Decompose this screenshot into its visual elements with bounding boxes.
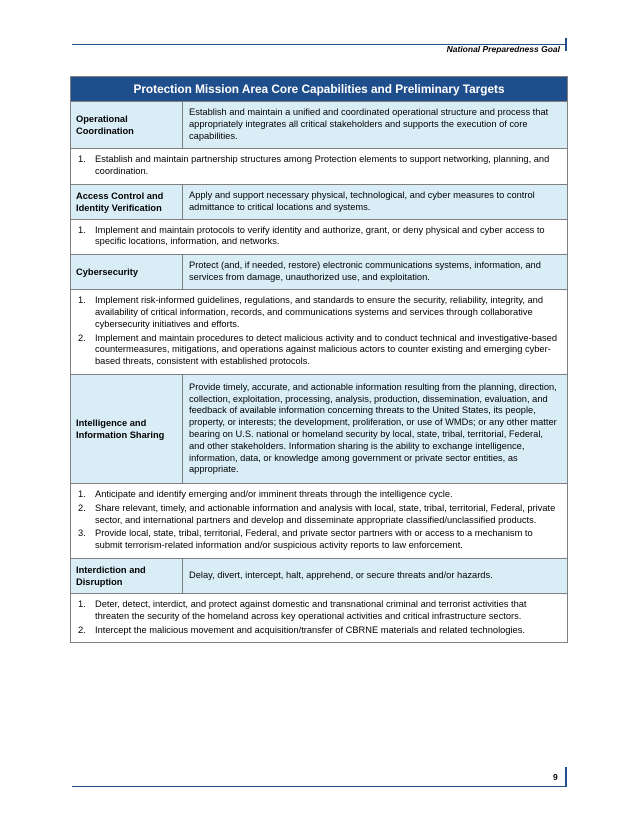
targets-access-control	[71, 219, 567, 255]
footer-rule	[72, 786, 566, 787]
capability-row-cybersecurity	[71, 254, 567, 289]
capability-description: Delay, divert, intercept, halt, apprehend, or secure threats and/or hazards.	[189, 570, 493, 581]
core-capabilities-table	[70, 76, 568, 643]
capability-name: Operational Coordination	[71, 102, 183, 148]
document-title: National Preparedness Goal	[446, 44, 560, 54]
target-item: 2. Share relevant, timely, and actionable information and analysis with local, state, tribal, territorial, Federal, private sector, and international partners and develop and disseminate appropriate classified/unclassified products.	[78, 503, 559, 527]
target-item: 1. Implement and maintain protocols to verify identity and authorize, grant, or deny physical and cyber access to specific locations, information, and networks.	[78, 225, 559, 249]
capability-name: Interdiction and Disruption	[71, 559, 183, 593]
targets-cybersecurity	[71, 289, 567, 374]
page-number: 9	[553, 772, 558, 782]
capability-description: Provide timely, accurate, and actionable information resulting from the planning, direction, collection, exploitation, processing, analysis, production, dissemination, evaluation, and feedback of available information concerning threats to the United States, its people, property, or interests; the development, proliferation, or use of WMDs; or any other matter bearing on U.S. national or homeland security by local, state, tribal, territorial, Federal, and other stakeholders. Information sharing is the ability to exchange intelligence, information, data, or knowledge among government or private sector entities, as appropriate.	[189, 381, 557, 475]
target-text: Deter, detect, interdict, and protect against domestic and transnational criminal and terrorist activities that threaten the security of the homeland across key operational activities and critical infrastructure sectors.	[95, 598, 527, 621]
capability-name: Access Control and Identity Verification	[71, 185, 183, 219]
target-item: 1. Deter, detect, interdict, and protect against domestic and transnational criminal and terrorist activities that threaten the security of the homeland across key operational activities and critical infrastructure sectors.	[78, 599, 559, 623]
capability-name: Cybersecurity	[71, 255, 183, 289]
targets-intelligence	[71, 483, 567, 558]
target-text: Implement and maintain protocols to verify identity and authorize, grant, or deny physical and cyber access to specific locations, information, and networks.	[95, 224, 545, 247]
capability-row-interdiction	[71, 558, 567, 593]
capability-row-access-control	[71, 184, 567, 219]
target-item: 2. Implement and maintain procedures to detect malicious activity and to conduct technical and investigative-based countermeasures, mitigations, and operations against malicious actors to counter existing and emerging cyber-based threats, consistent with established protocols.	[78, 332, 558, 367]
target-text: Anticipate and identify emerging and/or imminent threats through the intelligence cycle.	[95, 488, 453, 499]
capability-row-intelligence	[71, 374, 567, 483]
targets-operational-coordination	[71, 148, 567, 184]
target-item: 1. Implement risk-informed guidelines, regulations, and standards to ensure the security, reliability, integrity, and availability of critical information, records, and communications systems and services through collaborative cybersecurity initiatives and efforts.	[78, 295, 559, 330]
target-text: Provide local, state, tribal, territorial, Federal, and private sector partners with or access to a mechanism to submit terrorism-related information and/or suspicious activity reports to law enforcement.	[95, 528, 533, 551]
target-text: Implement risk-informed guidelines, regulations, and standards to ensure the security, reliability, integrity, and availability of critical information, records, and communications systems and services through collaborative cybersecurity initiatives and efforts.	[95, 295, 544, 329]
capability-row-operational-coordination	[71, 101, 567, 148]
target-item: 2. Intercept the malicious movement and acquisition/transfer of CBRNE materials and related technologies.	[78, 625, 559, 637]
target-item: 1. Anticipate and identify emerging and/or imminent threats through the intelligence cycle.	[78, 489, 559, 501]
capability-name: Intelligence and Information Sharing	[71, 375, 183, 483]
target-text: Establish and maintain partnership structures among Protection elements to support networking, planning, and coordination.	[95, 154, 550, 176]
targets-interdiction	[71, 593, 567, 642]
table-title: Protection Mission Area Core Capabilities and Preliminary Targets	[71, 77, 567, 101]
target-text: Intercept the malicious movement and acquisition/transfer of CBRNE materials and related technologies.	[95, 624, 525, 635]
target-text: Implement and maintain procedures to detect malicious activity and to conduct technical and investigative-based countermeasures, mitigations, and operations against malicious actors to counter existing and emerging cyber-based threats, consistent with established protocols.	[95, 332, 558, 367]
header-accent-bar	[565, 38, 567, 51]
target-item: 1. Establish and maintain partnership structures among Protection elements to support networking, planning, and coordination.	[78, 154, 559, 178]
capability-description: Apply and support necessary physical, technological, and cyber measures to control admittance to critical locations and systems.	[189, 189, 535, 212]
target-text: Share relevant, timely, and actionable information and analysis with local, state, tribal, territorial, Federal, private sector, and international partners and develop and disseminate appropriate classified/unclassified products.	[95, 502, 556, 525]
target-item: 3. Provide local, state, tribal, territorial, Federal, and private sector partners with or access to a mechanism to submit terrorism-related information and/or suspicious activity reports to law enforcement.	[78, 528, 559, 552]
footer-accent-bar	[565, 767, 567, 787]
capability-description: Protect (and, if needed, restore) electronic communications systems, information, and services from damage, unauthorized use, and exploitation.	[189, 260, 541, 283]
capability-description: Establish and maintain a unified and coordinated operational structure and process that appropriately integrates all critical stakeholders and supports the execution of core capabilities.	[189, 107, 549, 141]
